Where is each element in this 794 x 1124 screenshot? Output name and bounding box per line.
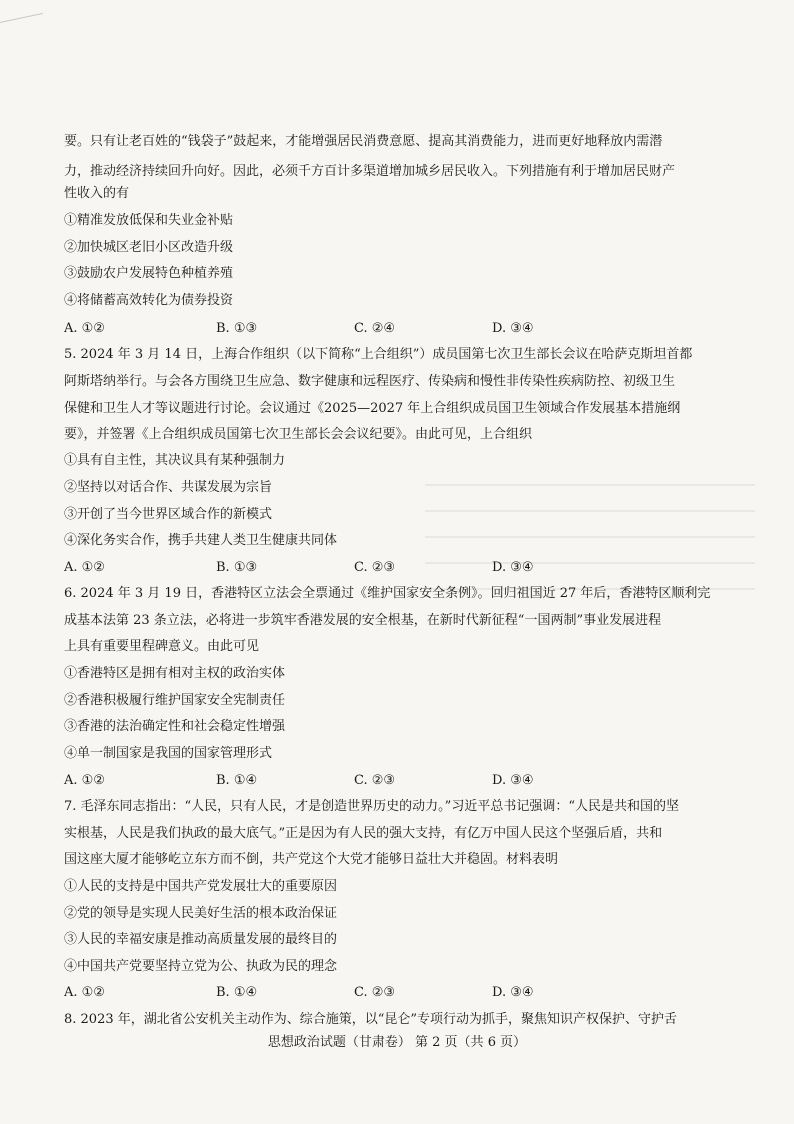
q5-item: ②坚持以对话合作、共谋发展为宗旨 [64, 480, 273, 495]
q4-stem-line: 力，推动经济持续回升向好。因此，必须千方百计多渠道增加城乡居民收入。下列措施有利于增加居民财产 [64, 164, 676, 179]
q5-item: ④深化务实合作，携手共建人类卫生健康共同体 [64, 533, 338, 548]
option-a: A. ①② [64, 560, 105, 575]
option-a: A. ①② [64, 321, 105, 336]
page-footer: 思想政治试题（甘肃卷） 第 2 页（共 6 页） [267, 1035, 527, 1050]
q6-item: ②香港积极履行维护国家安全宪制责任 [64, 693, 286, 708]
q7-item: ①人民的支持是中国共产党发展壮大的重要原因 [64, 879, 338, 894]
q4-stem-line: 性收入的有 [64, 186, 130, 201]
q6-item: ③香港的法治确定性和社会稳定性增强 [64, 719, 286, 734]
q6-options [64, 772, 744, 790]
q6-stem-line: 上具有重要里程碑意义。由此可见 [64, 639, 260, 654]
q6-stem-line: 成基本法第 23 条立法，必将进一步筑牢香港发展的安全根基，在新时代新征程“一国两制”事业发展进程 [64, 613, 662, 628]
option-c: C. ②③ [354, 560, 396, 575]
option-a: A. ①② [64, 985, 105, 1000]
option-c: C. ②③ [354, 773, 396, 788]
q4-item: ①精准发放低保和失业金补贴 [64, 213, 234, 228]
q7-options [64, 984, 744, 1002]
q7-stem-line: 7. 毛泽东同志指出：“人民，只有人民，才是创造世界历史的动力。”习近平总书记强调：“人民是共和国的坚 [64, 799, 679, 814]
q7-stem-line: 国这座大厦才能够屹立东方而不倒，共产党这个大党才能够日益壮大并稳固。材料表明 [64, 852, 559, 867]
q5-item: ①具有自主性，其决议具有某种强制力 [64, 453, 286, 468]
q4-stem-line: 要。只有让老百姓的“钱袋子”鼓起来，才能增强居民消费意愿、提高其消费能力，进而更好地释放内需潜 [64, 134, 663, 149]
scan-corner-mark [0, 0, 43, 23]
q7-stem-line: 实根基，人民是我们执政的最大底气。”正是因为有人民的强大支持，有亿万中国人民这个坚强后盾，共和 [64, 826, 663, 841]
option-b: B. ①④ [216, 985, 258, 1000]
option-a: A. ①② [64, 773, 105, 788]
q5-stem-line: 5. 2024 年 3 月 14 日，上海合作组织（以下简称“上合组织”）成员国第七次卫生部长会议在哈萨克斯坦首都 [64, 347, 693, 362]
option-d: D. ③④ [492, 773, 534, 788]
q7-item: ③人民的幸福安康是推动高质量发展的最终目的 [64, 932, 338, 947]
q7-item: ④中国共产党要坚持立党为公、执政为民的理念 [64, 959, 338, 974]
q6-item: ④单一制国家是我国的国家管理形式 [64, 746, 273, 761]
q4-item: ④将储蓄高效转化为债券投资 [64, 293, 234, 308]
q5-stem-line: 保健和卫生人才等议题进行讨论。会议通过《2025—2027 年上合组织成员国卫生领域合作发展基本措施纲 [64, 401, 681, 416]
option-b: B. ①③ [216, 321, 258, 336]
q5-item: ③开创了当今世界区域合作的新模式 [64, 507, 273, 522]
option-c: C. ②③ [354, 985, 396, 1000]
option-b: B. ①④ [216, 773, 258, 788]
q5-options [64, 559, 744, 577]
option-c: C. ②④ [354, 321, 396, 336]
q6-item: ①香港特区是拥有相对主权的政治实体 [64, 666, 286, 681]
q4-options [64, 320, 744, 338]
q8-stem-line: 8. 2023 年，湖北省公安机关主动作为、综合施策，以“昆仑”专项行动为抓手，聚焦知识产权保护、守护舌 [64, 1012, 678, 1027]
q5-stem-line: 要》，并签署《上合组织成员国第七次卫生部长会会议纪要》。由此可见，上合组织 [64, 427, 533, 442]
q6-stem-line: 6. 2024 年 3 月 19 日，香港特区立法会全票通过《维护国家安全条例》。回归祖国近 27 年后，香港特区顺利完 [64, 586, 711, 601]
q5-stem-line: 阿斯塔纳举行。与会各方围绕卫生应急、数字健康和远程医疗、传染病和慢性非传染性疾病防控、初级卫生 [64, 374, 676, 389]
q4-item: ③鼓励农户发展特色种植养殖 [64, 266, 234, 281]
option-b: B. ①③ [216, 560, 258, 575]
option-d: D. ③④ [492, 321, 534, 336]
q7-item: ②党的领导是实现人民美好生活的根本政治保证 [64, 906, 338, 921]
option-d: D. ③④ [492, 560, 534, 575]
q4-item: ②加快城区老旧小区改造升级 [64, 240, 234, 255]
option-d: D. ③④ [492, 985, 534, 1000]
